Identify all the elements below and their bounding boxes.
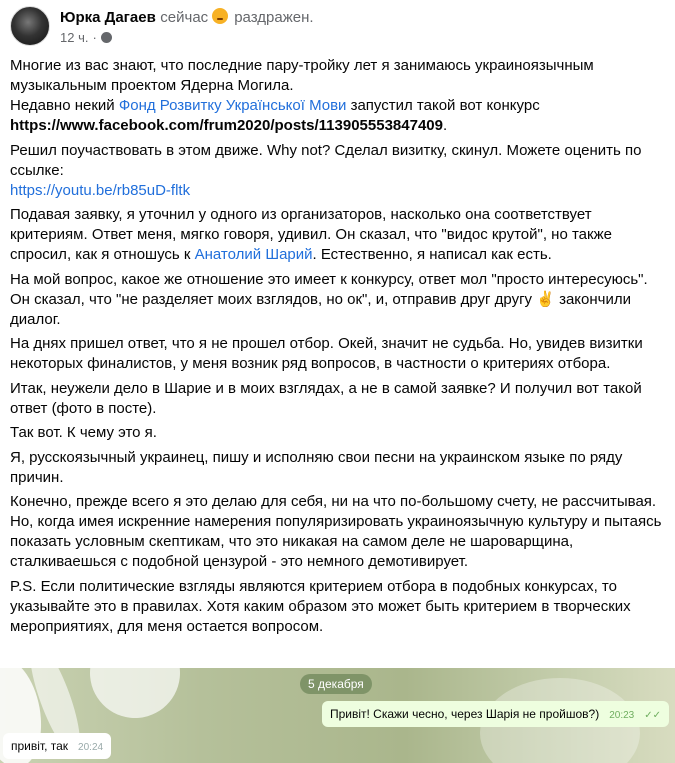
paragraph-6: Итак, неужели дело в Шарие и в моих взглядах, а не в самой заявке? И получил вот такой ответ (фото в посте). [10, 379, 642, 417]
paragraph-3: Подавая заявку, я уточнил у одного из организаторов, насколько она соответствует критериям. Ответ меня, мягко говоря, удивил. Он сказал, что "видос крутой", но также спросил, как я отношусь к Анатолий Шарий. Естественно, я написал как есть. [10, 206, 612, 263]
outgoing-message: Привіт! Скажи чесно, через Шарія не пройшов?) 20:23 ✓✓ [322, 701, 669, 727]
post-time[interactable]: 12 ч. [60, 30, 89, 45]
avatar[interactable] [10, 6, 50, 46]
contest-url[interactable]: https://www.facebook.com/frum2020/posts/113905553847409 [10, 117, 443, 134]
mention-link[interactable]: Анатолий Шарий [194, 246, 313, 263]
separator: · [92, 30, 97, 45]
double-check-icon: ✓✓ [644, 710, 661, 721]
chat-screenshot-image[interactable] [0, 668, 675, 763]
paragraph-5: На днях пришел ответ, что я не прошел отбор. Окей, значит не судьба. Но, увидев визитки некоторых финалистов, у меня возник ряд вопросов, в частности о критериях отбора. [10, 335, 643, 372]
post-body [10, 56, 670, 641]
globe-icon [101, 32, 112, 43]
paragraph-8: Я, русскоязычный украинец, пишу и исполняю свои песни на украинском языке по ряду причин. [10, 448, 623, 486]
incoming-message: привіт, так 20:24 [3, 733, 111, 759]
paragraph-7: Так вот. К чему это я. [10, 424, 157, 441]
paragraph-1: Многие из вас знают, что последние пару-тройку лет я занимаюсь украиноязычным музыкальным проектом Ядерна Могила. Недавно некий Фонд Розвитку Української Мови запустил такой вот конкурс https://www.facebook.com/frum2020/posts/113905553847409. [10, 57, 594, 134]
paragraph-2: Решил поучаствовать в этом движе. Why not? Сделал визитку, скинул. Можете оценить по ссылке: https://youtu.be/rb85uD-fltk [10, 141, 642, 199]
feeling-status: раздражен. [234, 9, 314, 26]
angry-emoji-icon [212, 8, 228, 24]
paragraph-9: Конечно, прежде всего я это делаю для себя, ни на что по-большому счету, не рассчитывая. Но, когда имея искренние намерения популяризировать украиноязычную культуру и пытаясь показать условным скептикам, что это никакая на самом деле не шароварщина, сталкиваешься с подобной цензурой - это немного демотивирует. [10, 493, 662, 570]
paragraph-10: P.S. Если политические взгляды являются критерием отбора в подобных конкурсах, то указывайте это в правилах. Хотя каким образом это может быть критерием в творческих мероприятиях, для меня остается вопросом. [10, 577, 631, 635]
post-header [10, 6, 314, 46]
youtube-link[interactable]: https://youtu.be/rb85uD-fltk [10, 181, 191, 199]
chat-date: 5 декабря [300, 674, 372, 694]
paragraph-4: На мой вопрос, какое же отношение это имеет к конкурсу, ответ мол "просто интересуюсь". Он сказал, что "не разделяет моих взглядов, но ок", и, отправив друг другу ✌️ закончили диалог. [10, 270, 648, 328]
fund-link[interactable]: Фонд Розвитку Української Мови [118, 97, 347, 114]
author-name[interactable]: Юрка Дагаев [60, 9, 156, 26]
status-prefix: сейчас [160, 9, 209, 26]
